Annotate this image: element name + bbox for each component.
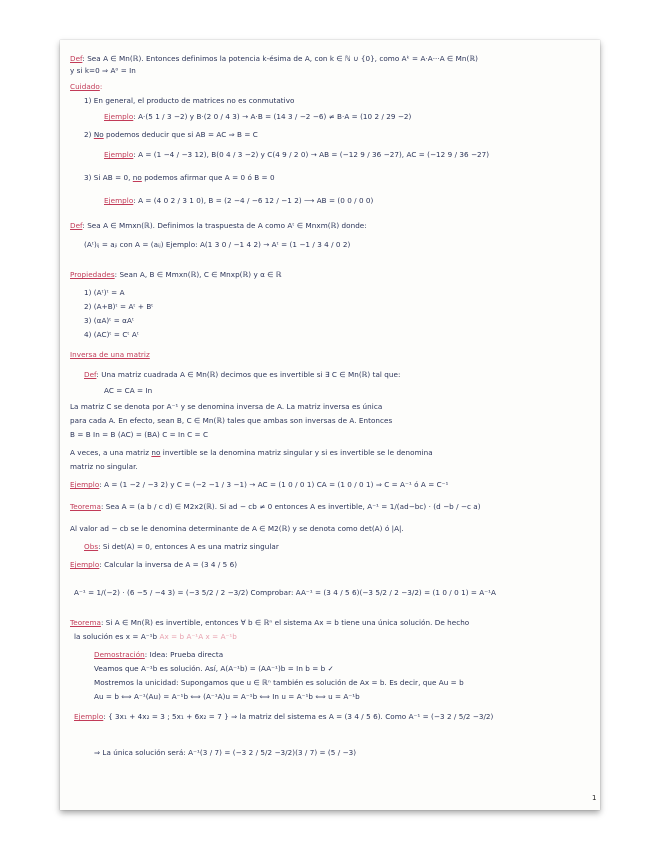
note-text: : Sea A ∈ Mmxn(ℝ). Definimos la traspuesta de A como Aᵗ ∈ Mnxm(ℝ) donde:: [82, 221, 367, 230]
note-text: podemos afirmar que A = 0 ó B = 0: [141, 173, 275, 182]
note-line-dem2: [94, 678, 464, 687]
note-line-obs: [84, 542, 279, 551]
note-line-def2b: [84, 240, 350, 249]
note-line-teo2b: [74, 632, 237, 641]
note-line-d3d: [70, 416, 392, 425]
note-text: Veamos que A⁻¹b es solución. Así, A(A⁻¹b) = (AA⁻¹)b = In b = b ✓: [94, 664, 334, 673]
note-text: Ejemplo: [104, 196, 134, 205]
note-line-def1b: [70, 66, 136, 75]
page-number: 1: [592, 794, 597, 802]
note-text: A veces, a una matriz: [70, 448, 152, 457]
note-line-c1: [84, 96, 294, 105]
note-line-def1: [70, 54, 478, 63]
note-text: Teorema: [70, 618, 101, 627]
note-text: Propiedades: [70, 270, 115, 279]
note-text: Inversa de una matriz: [70, 350, 150, 359]
note-line-d3ex: [70, 480, 448, 489]
note-text: : Si det(A) = 0, entonces A es una matriz singular: [98, 542, 279, 551]
note-text: : Sea A = (a b / c d) ∈ M2x2(ℝ). Si ad − cb ≠ 0 entonces A es invertible, A⁻¹ = 1/(ad−bc) · (d −b / −c a): [100, 502, 481, 511]
note-text: podemos deducir que si AB = AC ⇒ B = C: [103, 130, 258, 139]
note-line-c2: [84, 130, 258, 139]
note-line-p2: [84, 302, 153, 311]
note-text: 2): [84, 130, 94, 139]
note-line-teo1: [70, 502, 481, 511]
note-text: Teorema: [70, 502, 101, 511]
note-text: 1) (Aᵗ)ᵗ = A: [84, 288, 125, 297]
note-text: 4) (AC)ᵗ = Cᵗ Aᵗ: [84, 330, 140, 339]
note-line-teo1b: [70, 524, 404, 533]
note-text: : Sean A, B ∈ Mmxn(ℝ), C ∈ Mnxp(ℝ) y α ∈ ℝ: [114, 270, 282, 279]
note-line-d3e: [70, 430, 208, 439]
note-line-c3: [84, 173, 275, 182]
note-text: Au = b ⟺ A⁻¹(Au) = A⁻¹b ⟺ (A⁻¹A)u = A⁻¹b ⟺ In u = A⁻¹b ⟺ u = A⁻¹b: [94, 692, 360, 701]
note-text: 3) Si AB = 0,: [84, 173, 133, 182]
note-text: Ejemplo: [104, 150, 134, 159]
note-line-p4: [84, 330, 139, 339]
note-text: Ejemplo: [70, 480, 100, 489]
note-line-ej3: [74, 712, 493, 721]
note-line-ej2b: [74, 588, 496, 597]
note-line-dem: [94, 650, 223, 659]
note-line-dem1: [94, 664, 334, 673]
note-line-d3b: [104, 386, 152, 395]
note-line-prop: [70, 270, 282, 279]
note-line-inv: [70, 350, 150, 359]
note-text: : Si A ∈ Mn(ℝ) es invertible, entonces ∀ b ∈ ℝⁿ el sistema Ax = b tiene una única solución. De hecho: [100, 618, 470, 627]
note-text: Def: [70, 221, 83, 230]
note-text: invertible se la denomina matriz singular y si es invertible se le denomina: [160, 448, 433, 457]
note-text: Ejemplo: [104, 112, 134, 121]
note-text: Ejemplo: [70, 560, 100, 569]
note-text: : A = (4 0 2 / 3 1 0), B = (2 −4 / −6 12 / −1 2) ⟶ AB = (0 0 / 0 0): [133, 196, 374, 205]
note-text: 2) (A+B)ᵗ = Aᵗ + Bᵗ: [84, 302, 154, 311]
note-line-cuidado: [70, 82, 102, 91]
note-line-d3: [84, 370, 400, 379]
note-text: Def: [84, 370, 97, 379]
note-text: matriz no singular.: [70, 462, 138, 471]
note-text: Mostremos la unicidad: Supongamos que u ∈ ℝⁿ también es solución de Ax = b. Es decir, que Au = b: [94, 678, 464, 687]
note-line-c3e: [104, 196, 373, 205]
note-line-d3g: [70, 462, 138, 471]
note-line-c2e: [104, 150, 489, 159]
note-text: Al valor ad − cb se le denomina determinante de A ∈ M2(ℝ) y se denota como det(A) ó |A|.: [70, 524, 404, 533]
note-text: no: [151, 448, 161, 457]
note-line-teo2: [70, 618, 469, 627]
note-text: (Aᵗ)ᵢⱼ = aⱼᵢ con A = (aᵢⱼ) Ejemplo: A(1 3 0 / −1 4 2) → Aᵗ = (1 −1 / 3 4 / 0 2): [84, 240, 351, 249]
note-text: 1) En general, el producto de matrices no es conmutativo: [84, 96, 295, 105]
note-line-p3: [84, 316, 134, 325]
note-text: Ejemplo: [74, 712, 104, 721]
note-line-dem3: [94, 692, 360, 701]
note-text: : { 3x₁ + 4x₂ = 3 ; 5x₁ + 6x₂ = 7 } ⇒ la matriz del sistema es A = (3 4 / 5 6). Como A⁻¹ = (−3 2 / 5/2 −3/2): [103, 712, 494, 721]
note-text: : Una matriz cuadrada A ∈ Mn(ℝ) decimos que es invertible si ∃ C ∈ Mn(ℝ) tal que:: [96, 370, 401, 379]
note-text: : A = (1 −4 / −3 12), B(0 4 / 3 −2) y C(4 9 / 2 0) → AB = (−12 9 / 36 −27), AC = (−12 9 / 36 −27): [133, 150, 490, 159]
note-text: para cada A. En efecto, sean B, C ∈ Mn(ℝ) tales que ambas son inversas de A. Entonces: [70, 416, 393, 425]
note-text: No: [93, 130, 104, 139]
note-line-d3c: [70, 402, 382, 411]
note-text: 3) (αA)ᵗ = αAᵗ: [84, 316, 135, 325]
note-text: la solución es x = A⁻¹b: [74, 632, 160, 641]
note-text: Ax = b A⁻¹A x = A⁻¹b: [159, 632, 237, 641]
note-line-c1e: [104, 112, 411, 121]
note-line-def2: [70, 221, 367, 230]
note-text: :: [99, 82, 103, 91]
note-text: La matriz C se denota por A⁻¹ y se denomina inversa de A. La matriz inversa es única: [70, 402, 383, 411]
note-text: B = B In = B (AC) = (BA) C = In C = C: [70, 430, 209, 439]
note-text: Obs: [84, 542, 99, 551]
note-text: Cuidado: [70, 82, 100, 91]
note-text: ⇒ La única solución será: A⁻¹(3 / 7) = (−3 2 / 5/2 −3/2)(3 / 7) = (5 / −3): [94, 748, 357, 757]
note-text: : Sea A ∈ Mn(ℝ). Entonces definimos la potencia k-ésima de A, con k ∈ ℕ ∪ {0}, como Aᵏ = A·A···A ∈ Mn(ℝ): [82, 54, 478, 63]
note-text: : Idea: Prueba directa: [144, 650, 224, 659]
note-text: Demostración: [94, 650, 145, 659]
note-line-p1: [84, 288, 125, 297]
note-line-ej2: [70, 560, 237, 569]
note-text: AC = CA = In: [104, 386, 153, 395]
note-text: no: [132, 173, 142, 182]
note-text: : Calcular la inversa de A = (3 4 / 5 6): [99, 560, 238, 569]
note-text: : A·(5 1 / 3 −2) y B·(2 0 / 4 3) → A·B = (14 3 / −2 −6) ≠ B·A = (10 2 / 29 −2): [133, 112, 412, 121]
note-line-d3f: [70, 448, 433, 457]
note-line-ej3b: [94, 748, 356, 757]
note-text: : A = (1 −2 / −3 2) y C = (−2 −1 / 3 −1) → AC = (1 0 / 0 1) CA = (1 0 / 0 1) ⇒ C = A⁻¹ ó A = C⁻¹: [99, 480, 449, 489]
note-text: Def: [70, 54, 83, 63]
notebook-page: [60, 40, 600, 810]
note-text: A⁻¹ = 1/(−2) · (6 −5 / −4 3) = (−3 5/2 / 2 −3/2) Comprobar: AA⁻¹ = (3 4 / 5 6)(−3 5/2 / 2 −3/2) = (1 0 / 0 1) = A⁻¹A: [74, 588, 496, 597]
note-text: y si k=0 ⇒ A⁰ = In: [70, 66, 136, 75]
